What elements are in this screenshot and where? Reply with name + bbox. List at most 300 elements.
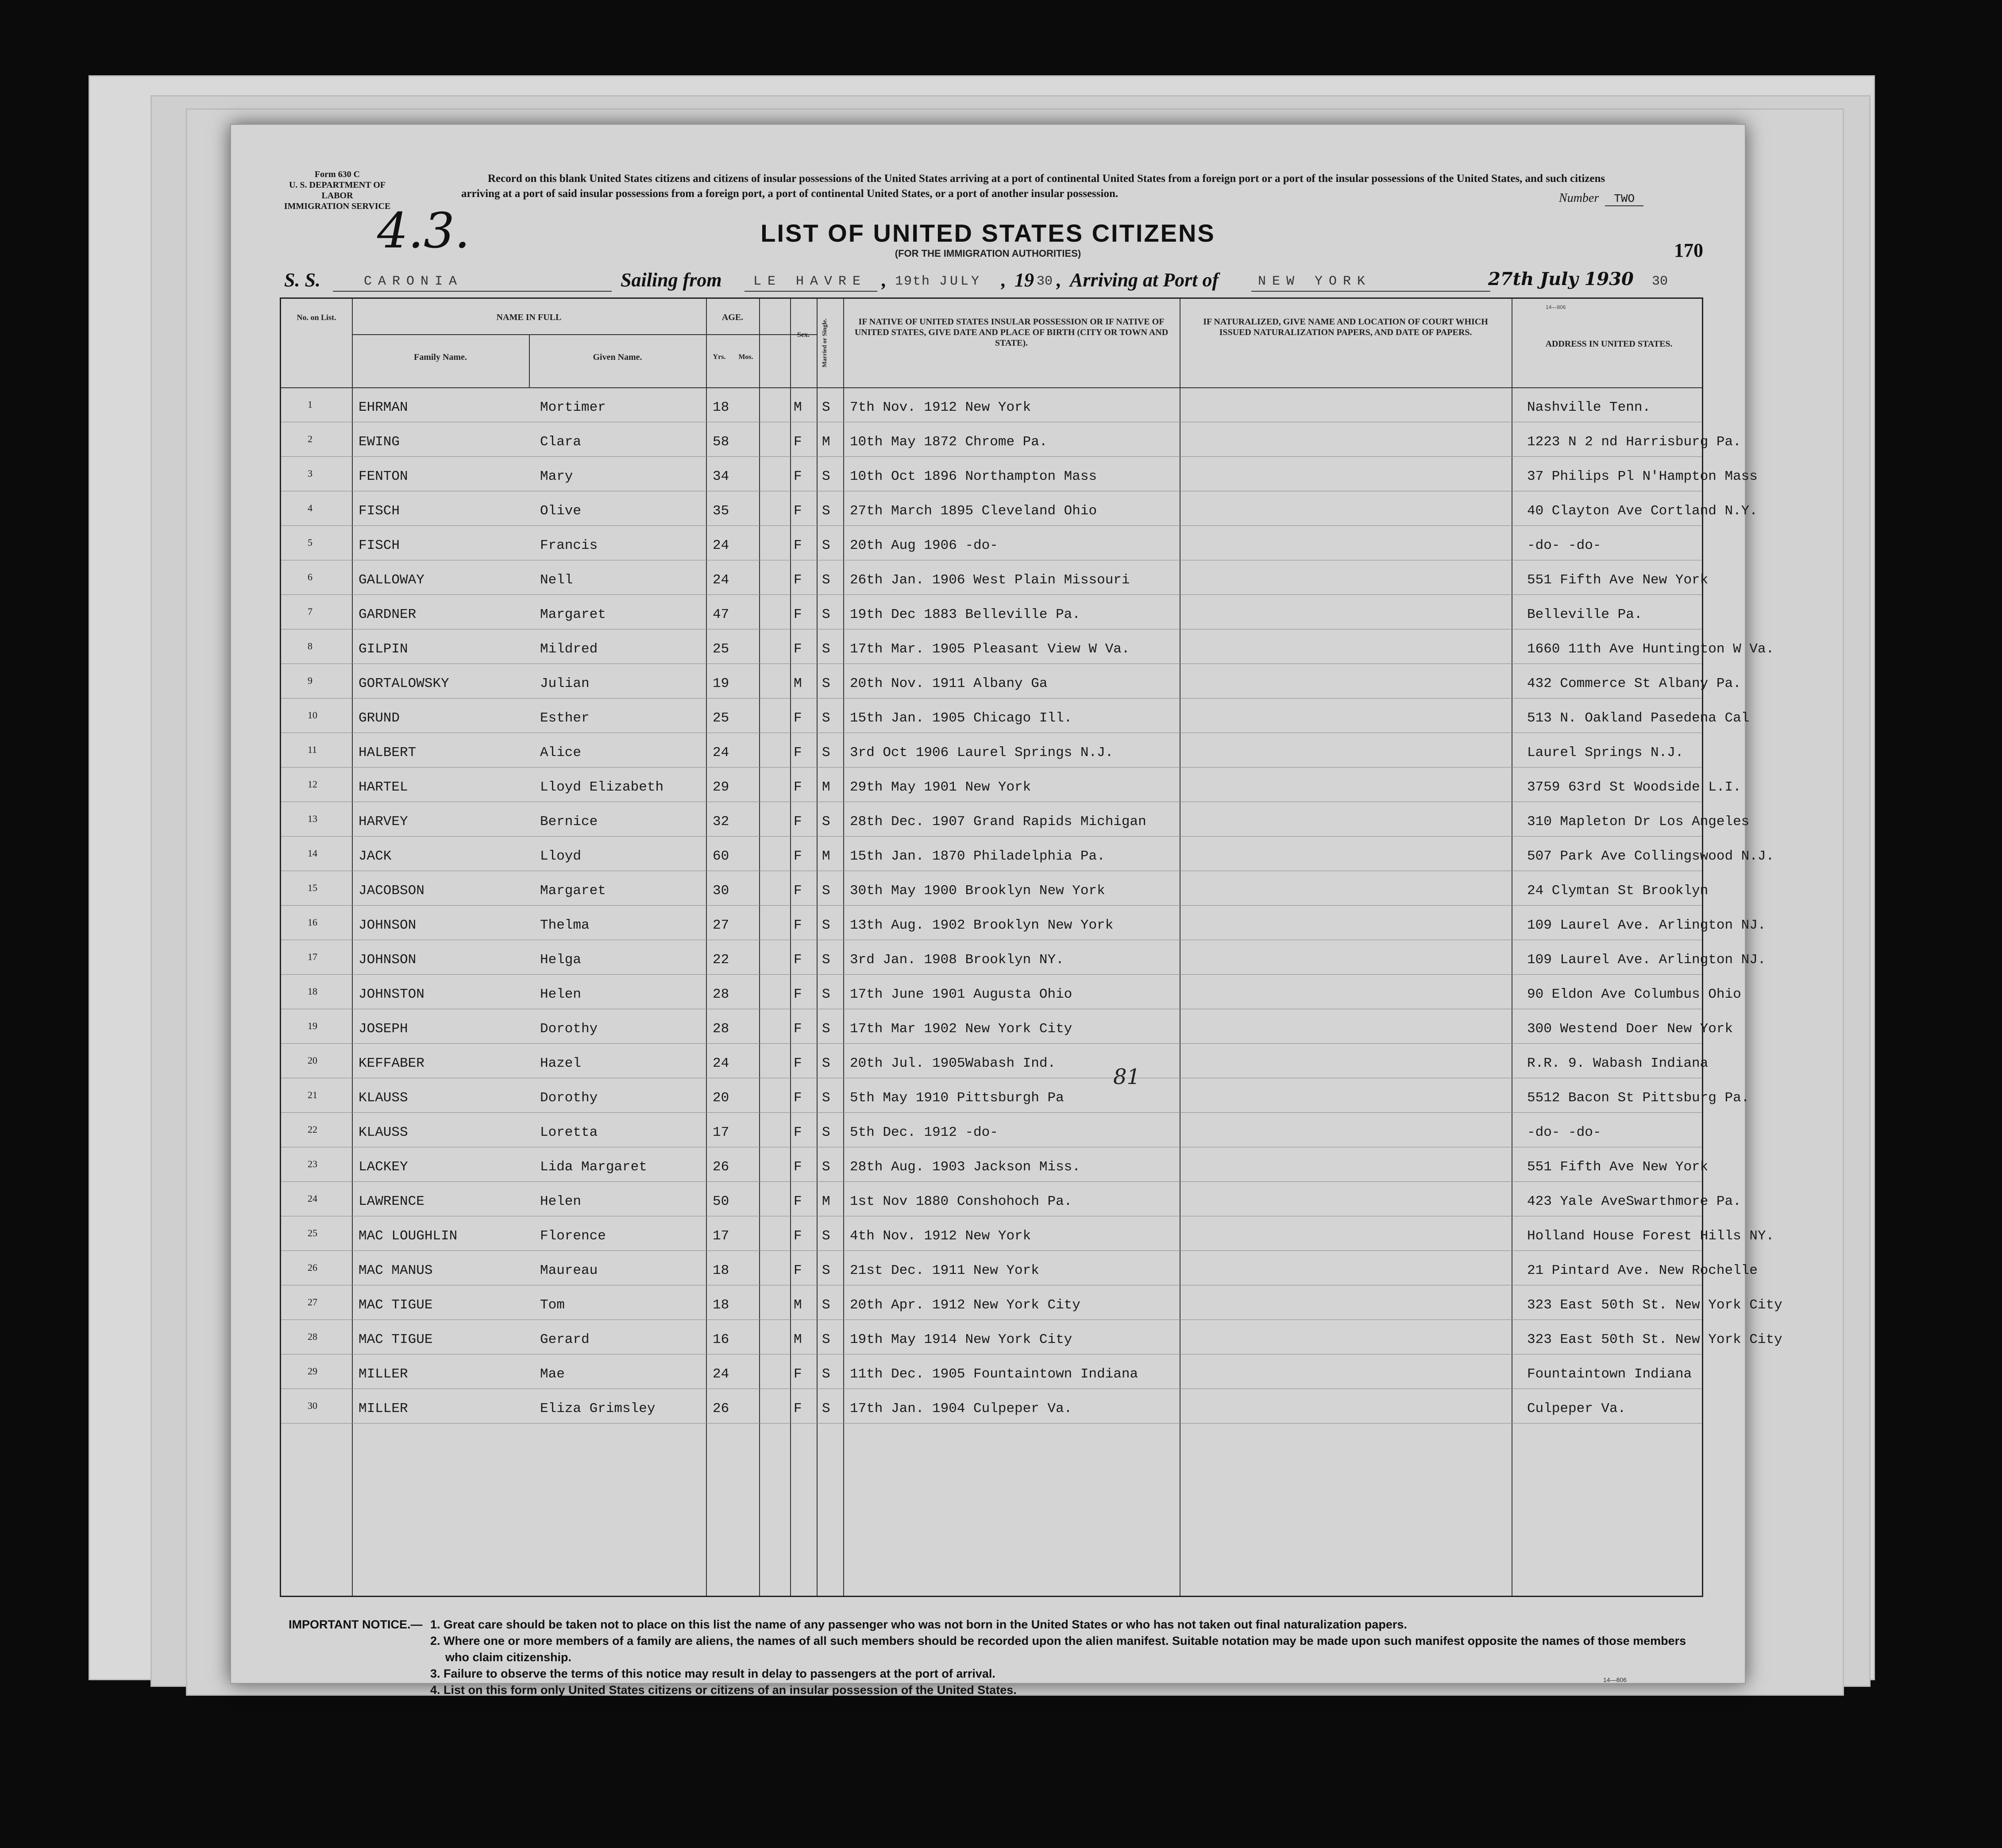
cell-family: KLAUSS [359,1090,408,1106]
cell-ms: S [822,710,830,726]
cell-given: Dorothy [540,1090,598,1106]
cell-sex: F [794,1125,802,1140]
cell-yrs: 27 [713,918,729,933]
cell-no: 28 [308,1331,317,1342]
col-header-sex: Sex. [797,331,810,339]
cell-family: FISCH [359,503,400,519]
ship-name: CARONIA [364,274,463,289]
cell-address: 1223 N 2 nd Harrisburg Pa. [1527,434,1741,450]
cell-ms: S [822,572,830,588]
cell-given: Helen [540,1194,582,1209]
cell-family: FENTON [359,469,408,484]
cell-no: 26 [308,1262,317,1273]
cell-given: Eliza Grimsley [540,1401,656,1416]
print-code-top: 14—806 [1546,304,1566,310]
cell-address: 507 Park Ave Collingswood N.J. [1527,849,1774,864]
cell-address: 1660 11th Ave Huntington W Va. [1527,641,1774,657]
cell-birth: 10th Oct 1896 Northampton Mass [850,469,1097,484]
cell-given: Dorothy [540,1021,598,1037]
cell-yrs: 28 [713,1021,729,1037]
cell-given: Gerard [540,1332,590,1347]
cell-family: JACOBSON [359,883,424,899]
cell-given: Loretta [540,1125,598,1140]
cell-ms: S [822,883,830,899]
cell-given: Lloyd [540,849,582,864]
cell-address: 323 East 50th St. New York City [1527,1332,1782,1347]
cell-address: Holland House Forest Hills NY. [1527,1228,1774,1244]
cell-given: Esther [540,710,590,726]
cell-birth: 5th May 1910 Pittsburgh Pa [850,1090,1064,1106]
notice-item: 2. Where one or more members of a family are aliens, the names of all such members should be recorded upon the alien manifest. Suitable notation may be made upon such manifest opposite the names of those members who claim citizenship. [430,1634,1686,1664]
handwritten-mark: 4.3. [377,202,470,259]
cell-birth: 5th Dec. 1912 -do- [850,1125,998,1140]
table-row [281,974,1741,1009]
cell-address: 551 Fifth Ave New York [1527,572,1709,588]
cell-birth: 30th May 1900 Brooklyn New York [850,883,1105,899]
table-row [281,1216,1774,1251]
cell-yrs: 26 [713,1159,729,1175]
cell-yrs: 25 [713,710,729,726]
cell-birth: 15th Jan. 1905 Chicago Ill. [850,710,1072,726]
list-number [1559,191,1643,205]
cell-family: EWING [359,434,400,450]
cell-sex: M [794,1297,802,1313]
cell-sex: F [794,1263,802,1278]
cell-given: Lloyd Elizabeth [540,779,664,795]
cell-yrs: 24 [713,538,729,553]
cell-birth: 3rd Jan. 1908 Brooklyn NY. [850,952,1064,968]
cell-no: 21 [308,1089,317,1100]
cell-birth: 10th May 1872 Chrome Pa. [850,434,1048,450]
cell-given: Margaret [540,607,606,622]
table-row [281,1112,1702,1147]
cell-birth: 7th Nov. 1912 New York [850,400,1031,415]
col-header-no: No. on List. [297,313,336,322]
cell-family: GORTALOWSKY [359,676,449,691]
cell-no: 19 [308,1020,317,1031]
cell-ms: S [822,1228,830,1244]
cell-address: 109 Laurel Ave. Arlington NJ. [1527,918,1766,933]
notice-lead: IMPORTANT NOTICE.— [289,1618,423,1631]
cell-given: Julian [540,676,590,691]
cell-no: 27 [308,1296,317,1308]
cell-ms: S [822,918,830,933]
cell-no: 14 [308,848,317,859]
cell-given: Olive [540,503,582,519]
page-title: LIST OF UNITED STATES CITIZENS [760,219,1215,247]
cell-no: 8 [308,640,312,652]
cell-birth: 20th Aug 1906 -do- [850,538,998,553]
cell-yrs: 50 [713,1194,729,1209]
cell-no: 5 [308,537,312,548]
table-row [281,905,1766,940]
table-row [281,1043,1709,1078]
cell-birth: 28th Dec. 1907 Grand Rapids Michigan [850,814,1146,829]
cell-no: 25 [308,1227,317,1238]
cell-address: 90 Eldon Ave Columbus Ohio [1527,987,1741,1002]
table-row [281,1389,1702,1424]
cell-yrs: 22 [713,952,729,968]
table-row [281,836,1774,871]
year-prefix: 19 [1015,269,1034,291]
cell-address: Fountaintown Indiana [1527,1366,1692,1382]
cell-ms: M [822,779,830,795]
cell-address: 432 Commerce St Albany Pa. [1527,676,1741,691]
cell-sex: F [794,745,802,760]
cell-address: 423 Yale AveSwarthmore Pa. [1527,1194,1741,1209]
col-header-age: AGE. [721,313,744,322]
cell-family: KEFFABER [359,1056,424,1071]
cell-yrs: 18 [713,1263,729,1278]
cell-no: 17 [308,951,317,962]
cell-birth: 27th March 1895 Cleveland Ohio [850,503,1097,519]
cell-sex: F [794,710,802,726]
cell-sex: M [794,676,802,691]
cell-family: MAC MANUS [359,1263,433,1278]
notice-item: 3. Failure to observe the terms of this notice may result in delay to passengers at the port of arrival. [430,1667,995,1680]
cell-sex: M [794,1332,802,1347]
table-row [281,733,1702,768]
cell-address: 300 Westend Doer New York [1527,1021,1733,1037]
notice-items [430,1617,1692,1698]
table-row [281,525,1702,560]
table-row [281,1354,1702,1389]
cell-given: Hazel [540,1056,582,1071]
cell-given: Mildred [540,641,598,657]
cell-birth: 17th Mar. 1905 Pleasant View W Va. [850,641,1130,657]
cell-address: 3759 63rd St Woodside L.I. [1527,779,1741,795]
cell-birth: 20th Jul. 1905Wabash Ind. [850,1056,1056,1071]
cell-birth: 20th Apr. 1912 New York City [850,1297,1080,1313]
cell-yrs: 16 [713,1332,729,1347]
cell-ms: M [822,849,830,864]
col-header-naturalized: IF NATURALIZED, GIVE NAME AND LOCATION OF COURT WHICH ISSUED NATURALIZATION PAPERS, AND DATE OF PAPERS. [1203,317,1488,337]
cell-given: Thelma [540,918,590,933]
cell-given: Maureau [540,1263,598,1278]
cell-no: 16 [308,917,317,928]
cell-ms: S [822,400,830,415]
cell-yrs: 17 [713,1228,729,1244]
cell-ms: M [822,1194,830,1209]
table-row [281,664,1741,698]
cell-no: 1 [308,399,312,410]
manifest-page [230,124,1782,1697]
cell-sex: F [794,1021,802,1037]
cell-sex: F [794,1228,802,1244]
cell-given: Mary [540,469,573,484]
cell-sex: F [794,572,802,588]
cell-sex: F [794,538,802,553]
cell-yrs: 34 [713,469,729,484]
arriving-label: Arriving at Port of [1070,269,1219,291]
cell-ms: S [822,987,830,1002]
cell-family: GRUND [359,710,400,726]
cell-sex: F [794,779,802,795]
cell-family: JOSEPH [359,1021,408,1037]
cell-yrs: 24 [713,1366,729,1382]
cell-birth: 17th June 1901 Augusta Ohio [850,987,1072,1002]
cell-yrs: 25 [713,641,729,657]
from-port-line [744,291,877,292]
table-row [281,594,1702,629]
page-number: 170 [1674,239,1703,261]
cell-given: Helga [540,952,582,968]
cell-given: Alice [540,745,582,760]
table-row [281,698,1750,733]
cell-birth: 15th Jan. 1870 Philadelphia Pa. [850,849,1105,864]
cell-no: 23 [308,1158,317,1169]
cell-address: -do- -do- [1527,538,1601,553]
cell-address: -do- -do- [1527,1125,1601,1140]
cell-no: 9 [308,675,312,686]
sail-month: JULY [939,274,982,289]
table-row [281,1147,1709,1182]
cell-ms: S [822,538,830,553]
cell-ms: S [822,1056,830,1071]
cell-family: FISCH [359,538,400,553]
table-row [281,1181,1741,1216]
cell-birth: 1st Nov 1880 Conshohoch Pa. [850,1194,1072,1209]
year-suffix: 30 [1037,274,1053,289]
cell-yrs: 47 [713,607,729,622]
cell-sex: F [794,849,802,864]
cell-ms: S [822,607,830,622]
cell-sex: F [794,503,802,519]
notice-item: 4. List on this form only United States citizens or citizens of an insular possession of the United States. [430,1683,1017,1697]
sailing-from-label: Sailing from [621,269,722,291]
cell-yrs: 24 [713,572,729,588]
cell-address: R.R. 9. Wabash Indiana [1527,1056,1709,1071]
cell-yrs: 32 [713,814,729,829]
cell-no: 29 [308,1366,317,1377]
cell-address: 513 N. Oakland Pasedena Cal [1527,710,1750,726]
cell-birth: 26th Jan. 1906 West Plain Missouri [850,572,1130,588]
cell-no: 22 [308,1124,317,1135]
cell-family: EHRMAN [359,400,408,415]
cell-birth: 19th Dec 1883 Belleville Pa. [850,607,1080,622]
cell-given: Helen [540,987,582,1002]
cell-address: 323 East 50th St. New York City [1527,1297,1782,1313]
cell-birth: 29th May 1901 New York [850,779,1031,795]
cell-ms: S [822,1090,830,1106]
cell-ms: S [822,1263,830,1278]
ship-line [333,291,612,292]
cell-family: MILLER [359,1366,408,1382]
cell-address: 37 Philips Pl N'Hampton Mass [1527,469,1758,484]
cell-yrs: 29 [713,779,729,795]
cell-sex: F [794,1366,802,1382]
cell-no: 10 [308,710,317,721]
cell-family: LACKEY [359,1159,408,1175]
form-number: Form 630 C [314,170,360,179]
table-row [281,422,1741,457]
cell-sex: F [794,1090,802,1106]
cell-birth: 13th Aug. 1902 Brooklyn New York [850,918,1114,933]
cell-family: HARVEY [359,814,408,829]
cell-sex: F [794,641,802,657]
voyage-line: S. S. CARONIA Sailing from LE HAVRE , 19th JULY , 19 30 , Arriving at Port of NEW YORK 27th July 1930 30 [284,269,1668,291]
cell-yrs: 24 [713,1056,729,1071]
cell-yrs: 24 [713,745,729,760]
col-header-yrs: Yrs. [713,353,726,361]
cell-family: JACK [359,849,392,864]
table-row [281,1078,1750,1113]
cell-no: 24 [308,1193,317,1204]
cell-family: KLAUSS [359,1125,408,1140]
list-number-value: TWO [1605,192,1643,206]
col-header-married: Married or Single. [822,318,828,368]
cell-sex: F [794,469,802,484]
list-number-label: Number [1559,191,1599,205]
cell-sex: F [794,1194,802,1209]
ss-label: S. S. [284,269,320,291]
cell-birth: 20th Nov. 1911 Albany Ga [850,676,1048,691]
cell-given: Lida Margaret [540,1159,647,1175]
cell-no: 3 [308,468,312,479]
cell-ms: S [822,1366,830,1382]
cell-given: Clara [540,434,582,450]
cell-no: 20 [308,1055,317,1066]
cell-given: Mortimer [540,400,606,415]
cell-sex: F [794,607,802,622]
cell-family: MAC TIGUE [359,1332,433,1347]
cell-family: HARTEL [359,779,408,795]
print-code: 14—806 [1603,1676,1627,1683]
cell-no: 4 [308,502,312,513]
cell-yrs: 17 [713,1125,729,1140]
cell-no: 6 [308,571,312,583]
cell-address: 109 Laurel Ave. Arlington NJ. [1527,952,1766,968]
cell-family: JOHNSTON [359,987,424,1002]
cell-address: 551 Fifth Ave New York [1527,1159,1709,1175]
cell-ms: S [822,952,830,968]
col-header-birth: IF NATIVE OF UNITED STATES INSULAR POSSESSION OR IF NATIVE OF UNITED STATES, GIVE DATE AND PLACE OF BIRTH (CITY OR TOWN AND STATE). [854,317,1169,348]
cell-family: GALLOWAY [359,572,424,588]
col-header-family: Family Name. [414,352,467,362]
cell-given: Mae [540,1366,565,1382]
cell-ms: S [822,1021,830,1037]
cell-address: 21 Pintard Ave. New Rochelle [1527,1263,1758,1278]
arrival-year: 30 [1652,274,1668,289]
cell-ms: S [822,814,830,829]
col-header-address: ADDRESS IN UNITED STATES. [1545,339,1673,349]
cell-yrs: 58 [713,434,729,450]
cell-sex: F [794,1056,802,1071]
record-instructions: Record on this blank United States citizens and citizens of insular possessions of the United States arriving at a port of continental United States from a foreign port or a port of the insular possessions of the United States, and such citizens arriving at a port of said insular possessions from a foreign port, a port of continental United States, or a port of another insular possession. [461,173,1605,200]
cell-address: 310 Mapleton Dr Los Angeles [1527,814,1750,829]
cell-ms: S [822,469,830,484]
cell-yrs: 60 [713,849,729,864]
cell-given: Margaret [540,883,606,899]
cell-birth: 3rd Oct 1906 Laurel Springs N.J. [850,745,1114,760]
cell-sex: F [794,1401,802,1416]
cell-ms: S [822,503,830,519]
col-header-given: Given Name. [593,352,642,362]
to-port-line [1251,291,1490,292]
table-row [281,491,1758,526]
cell-sex: F [794,918,802,933]
table-row [281,871,1709,906]
cell-birth: 28th Aug. 1903 Jackson Miss. [850,1159,1080,1175]
cell-family: MAC LOUGHLIN [359,1228,458,1244]
cell-no: 18 [308,986,317,997]
cell-ms: S [822,1332,830,1347]
to-port: NEW YORK [1258,274,1372,289]
cell-ms: S [822,745,830,760]
cell-ms: S [822,1297,830,1313]
cell-ms: S [822,1125,830,1140]
cell-address: Laurel Springs N.J. [1527,745,1684,760]
cell-address: Culpeper Va. [1527,1401,1626,1416]
cell-family: HALBERT [359,745,417,760]
cell-sex: M [794,400,802,415]
cell-given: Tom [540,1297,565,1313]
cell-given: Francis [540,538,598,553]
cell-birth: 17th Mar 1902 New York City [850,1021,1072,1037]
cell-birth: 4th Nov. 1912 New York [850,1228,1031,1244]
cell-address: Belleville Pa. [1527,607,1643,622]
cell-given: Florence [540,1228,606,1244]
cell-family: LAWRENCE [359,1194,424,1209]
cell-family: MILLER [359,1401,408,1416]
table-row [281,456,1758,491]
from-port: LE HAVRE [753,274,867,289]
cell-yrs: 18 [713,1297,729,1313]
cell-sex: F [794,952,802,968]
table-row [281,387,1702,422]
department-name: U. S. DEPARTMENT OF LABOR [289,180,386,201]
cell-ms: S [822,1401,830,1416]
cell-no: 30 [308,1400,317,1411]
cell-sex: F [794,1159,802,1175]
header-subrule [352,334,817,335]
table-row [281,560,1709,595]
cell-ms: S [822,676,830,691]
table-row [281,1250,1758,1285]
table-row [281,940,1766,975]
cell-ms: S [822,1159,830,1175]
cell-family: JOHNSON [359,918,417,933]
cell-no: 11 [308,744,317,755]
margin-note: 81 [1113,1065,1141,1089]
cell-address: 5512 Bacon St Pittsburg Pa. [1527,1090,1750,1106]
cell-ms: S [822,641,830,657]
cell-yrs: 35 [713,503,729,519]
cell-sex: F [794,883,802,899]
table-row [281,1319,1782,1354]
cell-no: 15 [308,882,317,893]
cell-family: JOHNSON [359,952,417,968]
table-row [281,1285,1782,1320]
sail-date: 19th [895,274,931,289]
cell-yrs: 28 [713,987,729,1002]
cell-sex: F [794,434,802,450]
cell-address: 24 Clymtan St Brooklyn [1527,883,1709,899]
table-row [281,802,1750,837]
cell-no: 13 [308,813,317,824]
page-subtitle: (FOR THE IMMIGRATION AUTHORITIES) [895,248,1081,259]
table-row [281,629,1774,664]
cell-birth: 17th Jan. 1904 Culpeper Va. [850,1401,1072,1416]
cell-ms: M [822,434,830,450]
cell-no: 12 [308,779,317,790]
cell-yrs: 18 [713,400,729,415]
cell-birth: 11th Dec. 1905 Fountaintown Indiana [850,1366,1138,1382]
passenger-table [280,297,1782,1597]
cell-sex: F [794,814,802,829]
notice-item: 1. Great care should be taken not to place on this list the name of any passenger who was not born in the United States or who has not taken out final naturalization papers. [430,1618,1407,1631]
cell-family: MAC TIGUE [359,1297,433,1313]
